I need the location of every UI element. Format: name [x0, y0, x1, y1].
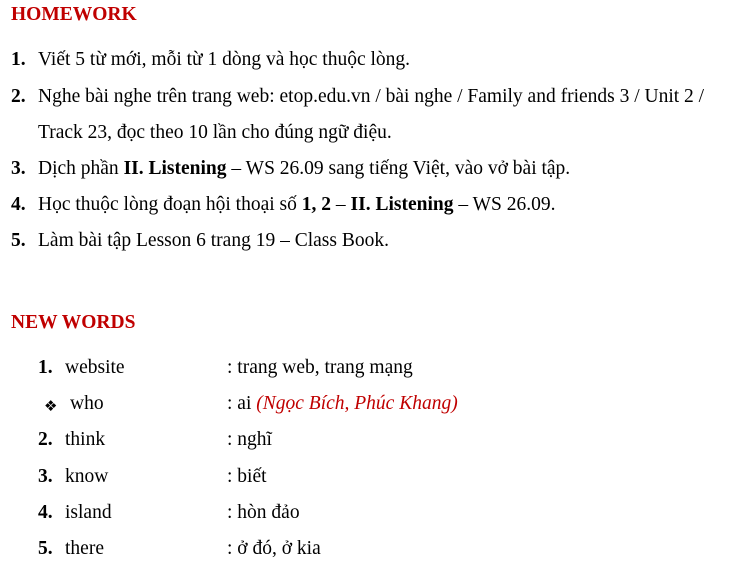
- word-row-1: [0, 357, 744, 381]
- item-text-post: – WS 26.09 sang tiếng Việt, vào vở bài tập.: [226, 158, 571, 179]
- word-term: think: [65, 429, 106, 450]
- word-row-3: [0, 466, 744, 490]
- item-number: 4.: [11, 194, 26, 215]
- item-text: Viết 5 từ mới, mỗi từ 1 dòng và học thuộc lòng.: [38, 49, 411, 70]
- word-meaning: : trang web, trang mạng: [227, 357, 413, 378]
- word-meaning: : nghĩ: [227, 429, 272, 450]
- item-text-post: – WS 26.09.: [453, 194, 556, 215]
- item-text-bold-1: 1, 2: [301, 194, 332, 215]
- new-words-heading: NEW WORDS: [11, 312, 136, 333]
- homework-item-3: [11, 158, 570, 180]
- word-number: 5.: [38, 538, 53, 559]
- homework-item-2-continuation: Track 23, đọc theo 10 lần cho đúng ngữ điệu.: [38, 122, 392, 143]
- word-row-4: [0, 502, 744, 526]
- item-number: 2.: [11, 86, 26, 107]
- homework-item-1: [11, 49, 410, 71]
- word-term: website: [65, 357, 125, 378]
- item-text: Nghe bài nghe trên trang web: etop.edu.vn / bài nghe / Family and friends 3 / Unit 2 /: [38, 86, 705, 107]
- item-text: Làm bài tập Lesson 6 trang 19 – Class Book.: [38, 230, 389, 251]
- word-number: 1.: [38, 357, 53, 378]
- word-number: 4.: [38, 502, 53, 523]
- item-text-bold-2: II. Listening: [350, 194, 454, 215]
- word-term: know: [65, 466, 109, 487]
- item-text-pre: Học thuộc lòng đoạn hội thoại số: [38, 194, 302, 215]
- word-number: 2.: [38, 429, 53, 450]
- homework-item-4: [11, 194, 556, 216]
- word-term: there: [65, 538, 104, 559]
- word-row-5: [0, 538, 744, 562]
- word-meaning: : ở đó, ở kia: [227, 538, 321, 559]
- word-note: (Ngọc Bích, Phúc Khang): [256, 393, 458, 414]
- item-number: 3.: [11, 158, 26, 179]
- item-text-mid: –: [331, 194, 351, 215]
- word-number: 3.: [38, 466, 53, 487]
- homework-item-2: [11, 86, 704, 108]
- homework-heading: HOMEWORK: [11, 4, 137, 25]
- item-number: 1.: [11, 49, 26, 70]
- word-meaning: : biết: [227, 466, 267, 487]
- item-number: 5.: [11, 230, 26, 251]
- word-row-who: [0, 393, 744, 417]
- item-text-pre: Dịch phần: [38, 158, 124, 179]
- word-meaning-text: : ai: [227, 393, 257, 414]
- word-term: island: [65, 502, 112, 523]
- word-meaning: [227, 393, 458, 415]
- word-row-2: [0, 429, 744, 453]
- item-text-bold: II. Listening: [123, 158, 227, 179]
- word-term: who: [70, 393, 104, 414]
- word-meaning: : hòn đảo: [227, 502, 300, 523]
- homework-item-5: [11, 230, 389, 252]
- diamond-bullet-icon: ❖: [44, 397, 58, 415]
